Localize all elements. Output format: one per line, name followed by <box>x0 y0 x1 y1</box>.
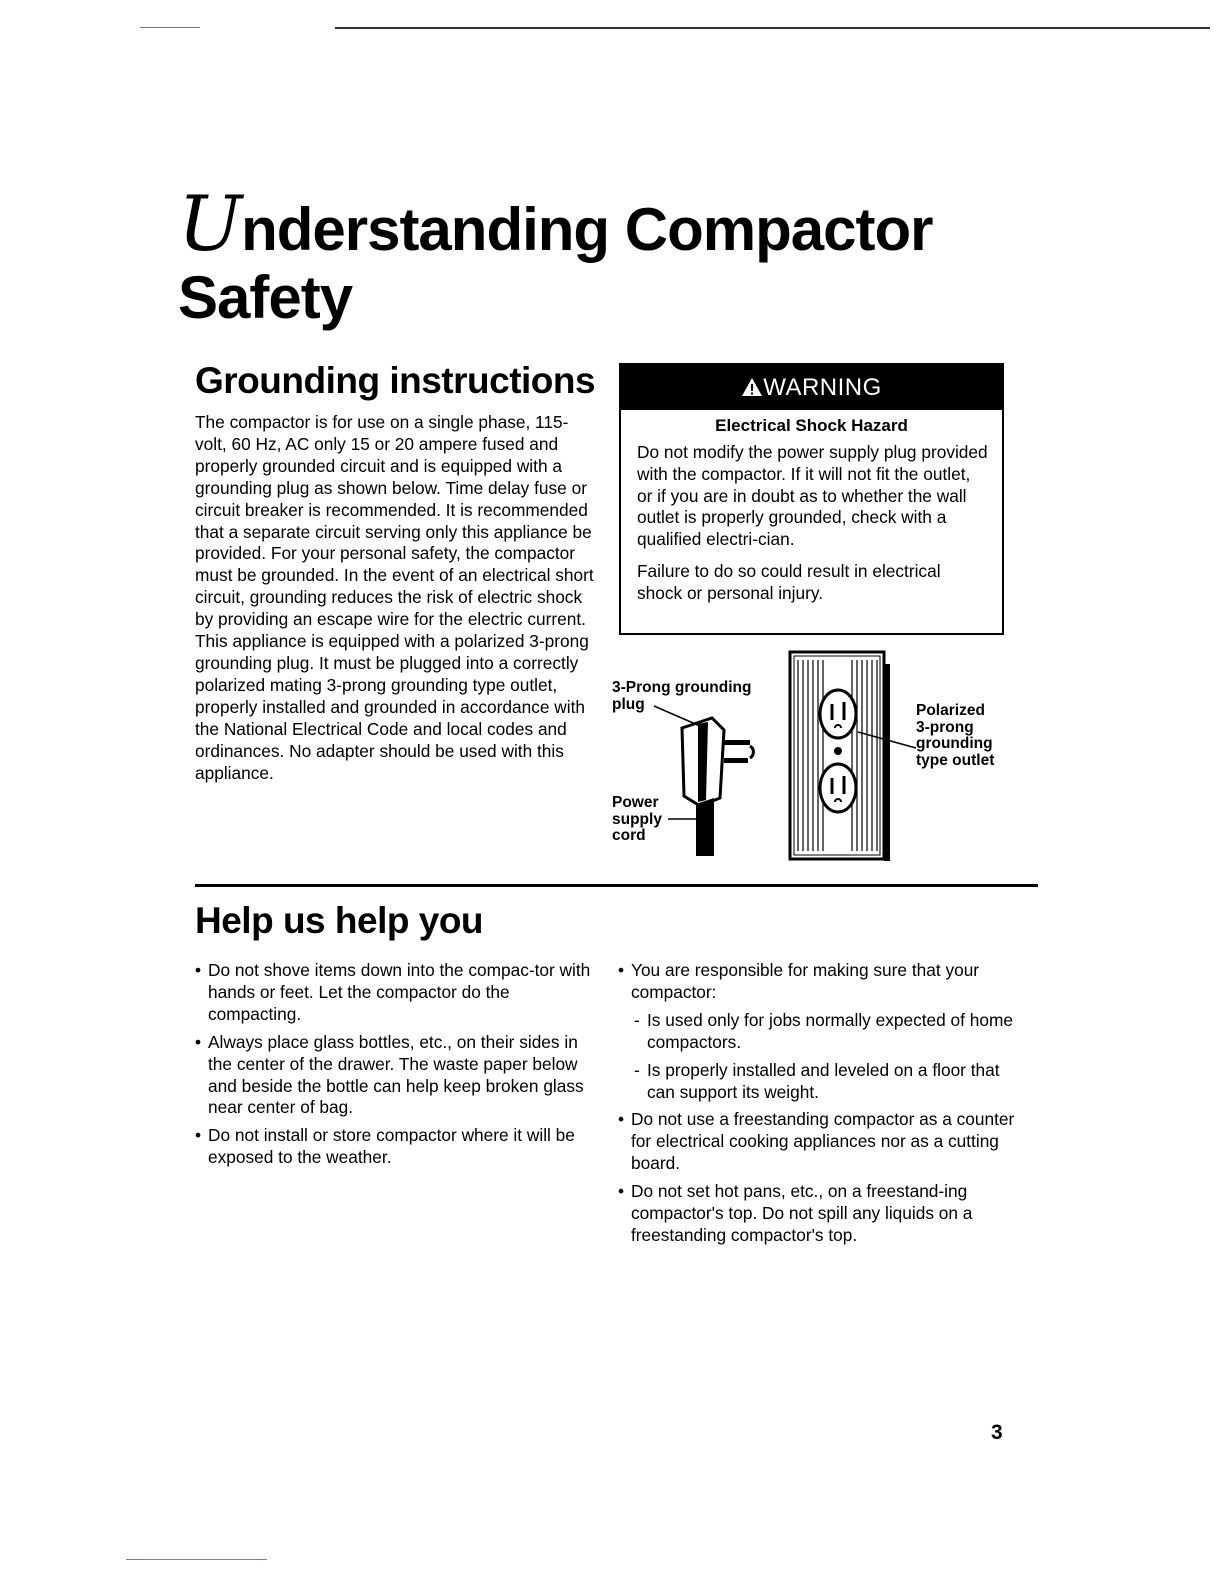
list-item: • Do not install or store compactor where it will be exposed to the weather. <box>195 1125 595 1169</box>
warning-box <box>619 363 1004 635</box>
help-heading: Help us help you <box>195 900 484 941</box>
top-rule <box>335 27 1210 29</box>
help-left-column <box>195 960 595 1175</box>
cord-label-line-2: supply <box>612 810 662 828</box>
plug-label <box>612 680 751 713</box>
outlet-label-line-4: type outlet <box>916 751 995 769</box>
title-line-2: Safety <box>178 264 353 331</box>
warning-subtitle: Electrical Shock Hazard <box>715 416 908 435</box>
warning-header <box>621 365 1002 410</box>
cord-label-line-1: Power <box>612 794 659 811</box>
outlet-label-line-1: Polarized <box>916 702 985 719</box>
page-title <box>178 179 933 332</box>
list-item: • Do not use a freestanding compactor as a counter for electrical cooking appliances nor as a cutting board. <box>618 1109 1018 1175</box>
list-item: • Do not shove items down into the compac-tor with hands or feet. Let the compactor do the compacting. <box>195 960 595 1026</box>
title-initial: U <box>178 179 242 268</box>
grounding-heading: Grounding instructions <box>195 360 596 401</box>
grounding-figure <box>612 648 1012 863</box>
warning-paragraph-2: Failure to do so could result in electrical shock or personal injury. <box>637 560 941 603</box>
list-item: • Always place glass bottles, etc., on their sides in the center of the drawer. The waste paper below and beside the bottle can help keep broken glass near center of bag. <box>195 1032 595 1120</box>
section-divider <box>195 884 1038 887</box>
outlet-label-line-2: 3-prong <box>916 718 974 736</box>
help-right-column <box>618 960 1018 1253</box>
page-number: 3 <box>991 1421 1003 1444</box>
sub-list-item: - Is properly installed and leveled on a floor that can support its weight. <box>634 1060 1018 1104</box>
list-item: • Do not set hot pans, etc., on a freestand-ing compactor's top. Do not spill any liquids on a freestanding compactor's top. <box>618 1181 1018 1247</box>
title-line-1: nderstanding Compactor <box>241 196 933 263</box>
sub-list-item: - Is used only for jobs normally expected of home compactors. <box>634 1010 1018 1054</box>
warning-label: WARNING <box>763 374 882 401</box>
plug-label-line-1: 3-Prong grounding <box>612 679 752 696</box>
bottom-rule <box>126 1559 267 1560</box>
outlet-label <box>916 703 994 769</box>
outlet-label-line-3: grounding <box>916 735 993 752</box>
grounding-body: The compactor is for use on a single phase, 115-volt, 60 Hz, AC only 15 or 20 ampere fused and properly grounded circuit and is equipped with a grounding plug as shown below. Time delay fuse or circuit breaker is recommended. It is recommended that a separate circuit serving only this appliance be provided. For your personal safety, the compactor must be grounded. In the event of an electrical short circuit, grounding reduces the risk of electric shock by providing an escape wire for the electric current. This appliance is equipped with a polarized 3-prong grounding plug. It must be plugged into a correctly polarized mating 3-prong grounding type outlet, properly installed and grounded in accordance with the National Electrical Code and local codes and ordinances. No adapter should be used with this appliance. <box>195 412 594 783</box>
warning-paragraph-1: Do not modify the power supply plug provided with the compactor. If it will not fit the outlet, or if you are in doubt as to whether the wall outlet is properly grounded, check with a qualified electri-cian. <box>637 442 988 550</box>
cord-label-line-3: cord <box>612 827 646 844</box>
plug-label-line-2: plug <box>612 695 645 713</box>
list-item: • You are responsible for making sure that your compactor: <box>618 960 1018 1004</box>
top-rule-left <box>140 27 200 28</box>
warning-triangle-icon <box>741 377 763 397</box>
cord-label <box>612 795 662 845</box>
